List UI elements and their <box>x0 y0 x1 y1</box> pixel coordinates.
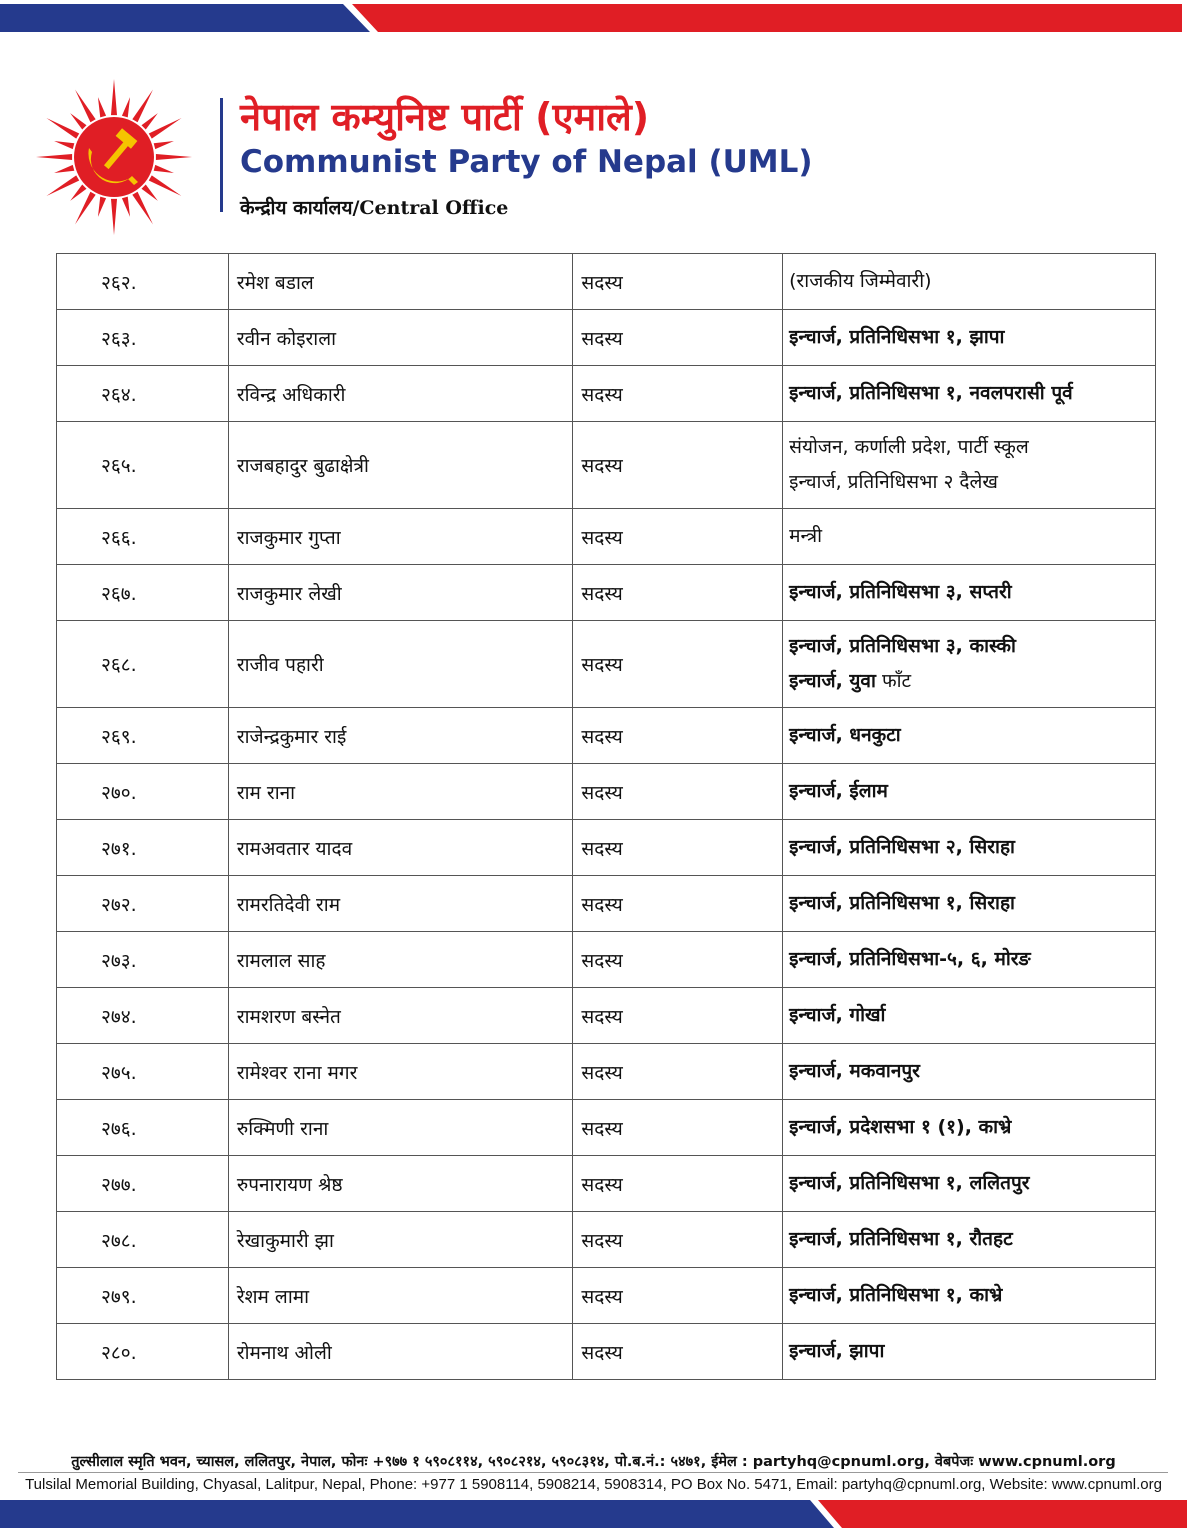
table-row <box>57 366 1156 422</box>
responsibility-text: इन्चार्ज, प्रतिनिधिसभा ३, कास्की <box>789 635 1016 657</box>
footer-address-nepali: तुल्सीलाल स्मृति भवन, च्यासल, ललितपुर, नेपाल, फोनः +९७७ १ ५९०८११४, ५९०८२१४, ५९०८३१४, पो.ब.नं.: ५४७१, ईमेल : partyhq@cpnuml.org, वेबपेजः www.cpnuml.org <box>71 1454 1116 1470</box>
member-name: राजकुमार गुप्ता <box>228 509 573 565</box>
table-row <box>57 254 1156 310</box>
table-row <box>57 988 1156 1044</box>
table-row <box>57 820 1156 876</box>
member-name: रेखाकुमारी झा <box>228 1212 573 1268</box>
member-position: सदस्य <box>573 820 783 876</box>
member-responsibility <box>783 1100 1156 1156</box>
table-row <box>57 1044 1156 1100</box>
member-name: रुपनारायण श्रेष्ठ <box>228 1156 573 1212</box>
party-emblem-icon <box>30 78 198 236</box>
member-number: २७९. <box>57 1268 229 1324</box>
member-position: सदस्य <box>573 565 783 621</box>
responsibility-line <box>789 1110 1147 1145</box>
responsibility-text: इन्चार्ज, युवा <box>789 670 876 692</box>
member-position: सदस्य <box>573 310 783 366</box>
responsibility-line <box>789 1278 1147 1313</box>
members-table <box>56 253 1156 1380</box>
responsibility-line <box>789 1334 1147 1369</box>
member-number: २६६. <box>57 509 229 565</box>
table-row <box>57 1268 1156 1324</box>
office-separator: / <box>352 197 360 219</box>
member-responsibility <box>783 509 1156 565</box>
responsibility-text: मन्त्री <box>789 525 823 547</box>
responsibility-text: इन्चार्ज, प्रतिनिधिसभा २, सिराहा <box>789 836 1015 858</box>
responsibility-text: इन्चार्ज, गोर्खा <box>789 1004 886 1026</box>
table-row <box>57 876 1156 932</box>
responsibility-line <box>789 264 1147 299</box>
member-name: राजेन्द्रकुमार राई <box>228 708 573 764</box>
member-position: सदस्य <box>573 621 783 708</box>
member-number: २८०. <box>57 1324 229 1380</box>
member-number: २६८. <box>57 621 229 708</box>
member-name: राजकुमार लेखी <box>228 565 573 621</box>
responsibility-text: संयोजन, कर्णाली प्रदेश, पार्टी स्कूल <box>789 436 1029 458</box>
table-row <box>57 708 1156 764</box>
member-position: सदस्य <box>573 876 783 932</box>
responsibility-text: इन्चार्ज, मकवानपुर <box>789 1060 920 1082</box>
member-number: २७८. <box>57 1212 229 1268</box>
member-name: रमेश बडाल <box>228 254 573 310</box>
responsibility-text: इन्चार्ज, प्रतिनिधिसभा १, ललितपुर <box>789 1172 1030 1194</box>
member-number: २७०. <box>57 764 229 820</box>
member-name: रुक्मिणी राना <box>228 1100 573 1156</box>
table-row <box>57 1212 1156 1268</box>
member-number: २७५. <box>57 1044 229 1100</box>
member-responsibility <box>783 621 1156 708</box>
responsibility-line <box>789 320 1147 355</box>
responsibility-line <box>789 998 1147 1033</box>
table-row <box>57 1100 1156 1156</box>
member-number: २६४. <box>57 366 229 422</box>
table-row <box>57 1324 1156 1380</box>
member-name: राजबहादुर बुढाक्षेत्री <box>228 422 573 509</box>
member-number: २६५. <box>57 422 229 509</box>
responsibility-line <box>789 1054 1147 1089</box>
member-number: २६७. <box>57 565 229 621</box>
responsibility-line <box>789 519 1147 554</box>
member-responsibility <box>783 565 1156 621</box>
party-name-nepali: नेपाल कम्युनिष्ट पार्टी (एमाले) <box>240 95 650 139</box>
responsibility-text: इन्चार्ज, प्रतिनिधिसभा २ दैलेख <box>789 471 998 493</box>
responsibility-text: इन्चार्ज, प्रतिनिधिसभा १, सिराहा <box>789 892 1015 914</box>
responsibility-text: (राजकीय जिम्मेवारी) <box>789 270 932 292</box>
member-number: २७२. <box>57 876 229 932</box>
member-number: २७३. <box>57 932 229 988</box>
member-name: रविन्द्र अधिकारी <box>228 366 573 422</box>
member-name: राजीव पहारी <box>228 621 573 708</box>
office-label-nepali: केन्द्रीय कार्यालय <box>240 197 353 219</box>
footer-divider <box>18 1472 1168 1473</box>
member-responsibility <box>783 254 1156 310</box>
responsibility-line <box>789 664 1147 699</box>
member-position: सदस्य <box>573 708 783 764</box>
member-name: राम राना <box>228 764 573 820</box>
responsibility-line <box>789 718 1147 753</box>
member-position: सदस्य <box>573 1212 783 1268</box>
office-label-english: Central Office <box>359 197 509 219</box>
responsibility-text: इन्चार्ज, प्रतिनिधिसभा १, नवलपरासी पूर्व <box>789 382 1073 404</box>
header-divider <box>220 98 223 212</box>
responsibility-text: इन्चार्ज, प्रतिनिधिसभा-५, ६, मोरङ <box>789 948 1031 970</box>
responsibility-text: इन्चार्ज, प्रतिनिधिसभा १, रौतहट <box>789 1228 1013 1250</box>
member-responsibility <box>783 820 1156 876</box>
table-row <box>57 422 1156 509</box>
member-responsibility <box>783 932 1156 988</box>
member-number: २७७. <box>57 1156 229 1212</box>
table-row <box>57 565 1156 621</box>
member-responsibility <box>783 988 1156 1044</box>
table-row <box>57 932 1156 988</box>
member-responsibility <box>783 876 1156 932</box>
member-number: २६२. <box>57 254 229 310</box>
responsibility-text: इन्चार्ज, झापा <box>789 1340 885 1362</box>
footer-address-english: Tulsilal Memorial Building, Chyasal, Lalitpur, Nepal, Phone: +977 1 5908114, 5908214, 5908314, PO Box No. 5471, Email: partyhq@cpnuml.org, Website: www.cpnuml.org <box>25 1476 1162 1493</box>
responsibility-line <box>789 629 1147 664</box>
bottom-color-stripe <box>0 1500 1187 1528</box>
table-row <box>57 509 1156 565</box>
member-responsibility <box>783 1156 1156 1212</box>
member-position: सदस्य <box>573 1268 783 1324</box>
responsibility-text: इन्चार्ज, प्रतिनिधिसभा १, झापा <box>789 326 1005 348</box>
table-row <box>57 310 1156 366</box>
responsibility-text: इन्चार्ज, धनकुटा <box>789 724 901 746</box>
member-responsibility <box>783 708 1156 764</box>
member-name: रोमनाथ ओली <box>228 1324 573 1380</box>
responsibility-line <box>789 575 1147 610</box>
member-responsibility <box>783 1324 1156 1380</box>
member-responsibility <box>783 422 1156 509</box>
member-responsibility <box>783 764 1156 820</box>
responsibility-line <box>789 886 1147 921</box>
member-name: रामशरण बस्नेत <box>228 988 573 1044</box>
responsibility-line <box>789 430 1147 465</box>
member-responsibility <box>783 1044 1156 1100</box>
member-responsibility <box>783 1212 1156 1268</box>
member-number: २७१. <box>57 820 229 876</box>
member-responsibility <box>783 1268 1156 1324</box>
member-position: सदस्य <box>573 932 783 988</box>
office-label <box>240 194 508 220</box>
members-table-body <box>57 254 1156 1380</box>
member-name: रामलाल साह <box>228 932 573 988</box>
responsibility-text: इन्चार्ज, प्रदेशसभा १ (१), काभ्रे <box>789 1116 1012 1138</box>
member-position: सदस्य <box>573 366 783 422</box>
responsibility-line <box>789 465 1147 500</box>
member-name: रामरतिदेवी राम <box>228 876 573 932</box>
member-number: २७६. <box>57 1100 229 1156</box>
member-position: सदस्य <box>573 254 783 310</box>
party-name-english: Communist Party of Nepal (UML) <box>240 144 813 180</box>
member-position: सदस्य <box>573 1156 783 1212</box>
responsibility-line <box>789 942 1147 977</box>
member-responsibility <box>783 310 1156 366</box>
member-name: रामअवतार यादव <box>228 820 573 876</box>
table-row <box>57 764 1156 820</box>
member-position: सदस्य <box>573 1324 783 1380</box>
member-number: २६३. <box>57 310 229 366</box>
member-name: रेशम लामा <box>228 1268 573 1324</box>
member-position: सदस्य <box>573 509 783 565</box>
responsibility-line <box>789 774 1147 809</box>
member-name: रवीन कोइराला <box>228 310 573 366</box>
member-number: २६९. <box>57 708 229 764</box>
member-position: सदस्य <box>573 988 783 1044</box>
table-row <box>57 621 1156 708</box>
responsibility-line <box>789 830 1147 865</box>
responsibility-line <box>789 1166 1147 1201</box>
responsibility-line <box>789 376 1147 411</box>
member-responsibility <box>783 366 1156 422</box>
member-position: सदस्य <box>573 1044 783 1100</box>
table-row <box>57 1156 1156 1212</box>
member-number: २७४. <box>57 988 229 1044</box>
member-name: रामेश्वर राना मगर <box>228 1044 573 1100</box>
top-color-stripe <box>0 4 1187 32</box>
responsibility-suffix: फाँट <box>875 670 912 692</box>
member-position: सदस्य <box>573 764 783 820</box>
member-position: सदस्य <box>573 1100 783 1156</box>
responsibility-line <box>789 1222 1147 1257</box>
responsibility-text: इन्चार्ज, प्रतिनिधिसभा १, काभ्रे <box>789 1284 1003 1306</box>
member-position: सदस्य <box>573 422 783 509</box>
responsibility-text: इन्चार्ज, प्रतिनिधिसभा ३, सप्तरी <box>789 581 1012 603</box>
responsibility-text: इन्चार्ज, ईलाम <box>789 780 888 802</box>
